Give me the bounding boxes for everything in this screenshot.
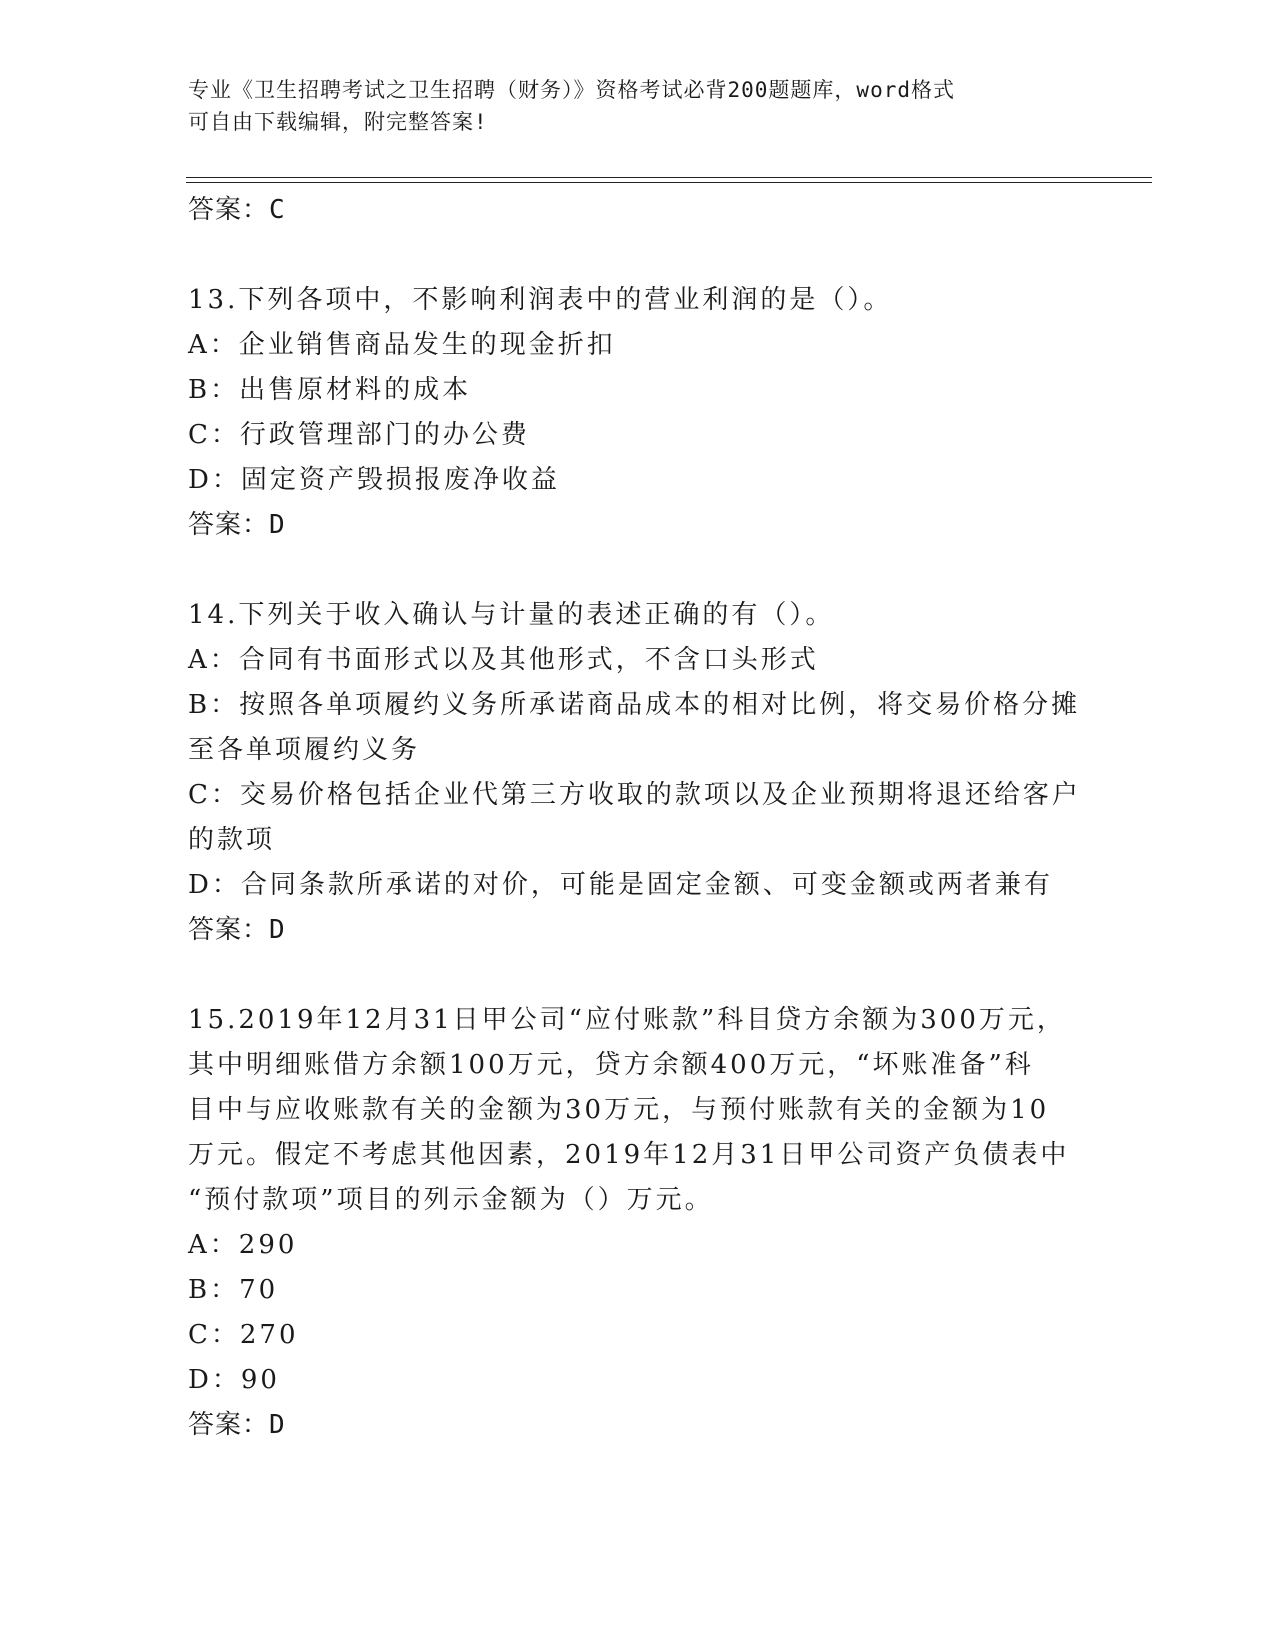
- spacer: [188, 953, 1088, 998]
- answer: 答案：D: [188, 1410, 286, 1440]
- option-b: B：70: [188, 1275, 279, 1305]
- option-a: A：企业销售商品发生的现金折扣: [188, 330, 616, 360]
- header-title-line-2: 可自由下载编辑，附完整答案!: [188, 110, 488, 134]
- header-title-line-1: 专业《卫生招聘考试之卫生招聘（财务）》资格考试必背200题题库，word格式: [188, 78, 955, 102]
- question-stem: 15.2019年12月31日甲公司“应付账款”科目贷方余额为300万元，: [188, 1005, 1066, 1035]
- answer: 答案：D: [188, 915, 286, 945]
- question-stem-continued: 万元。假定不考虑其他因素，2019年12月31日甲公司资产负债表中: [188, 1140, 1070, 1170]
- header-divider-bottom: [186, 182, 1152, 183]
- question-stem: 14.下列关于收入确认与计量的表述正确的有（）。: [188, 600, 835, 630]
- question-stem: 13.下列各项中，不影响利润表中的营业利润的是（）。: [188, 285, 893, 315]
- option-c: C：交易价格包括企业代第三方收取的款项以及企业预期将退还给客户: [188, 780, 1081, 810]
- option-d: D：固定资产毁损报废净收益: [188, 465, 560, 495]
- option-b-continued: 至各单项履约义务: [188, 735, 421, 765]
- question-15: [188, 998, 1088, 1448]
- answer: 答案：D: [188, 510, 286, 540]
- header-divider-top: [186, 177, 1152, 178]
- document-header: [188, 74, 1068, 138]
- option-a: A：合同有书面形式以及其他形式，不含口头形式: [188, 645, 819, 675]
- option-d: D：合同条款所承诺的对价，可能是固定金额、可变金额或两者兼有: [188, 870, 1053, 900]
- question-stem-continued: 其中明细账借方余额100万元，贷方余额400万元，“坏账准备”科: [188, 1050, 1034, 1080]
- option-d: D：90: [188, 1365, 280, 1395]
- option-c: C：270: [188, 1320, 299, 1350]
- question-stem-continued: 目中与应收账款有关的金额为30万元，与预付账款有关的金额为10: [188, 1095, 1050, 1125]
- option-a: A：290: [188, 1230, 298, 1260]
- previous-answer: 答案：C: [188, 195, 286, 225]
- question-list: [188, 188, 1088, 1448]
- option-b: B：按照各单项履约义务所承诺商品成本的相对比例，将交易价格分摊: [188, 690, 1081, 720]
- option-b: B：出售原材料的成本: [188, 375, 472, 405]
- question-14: [188, 593, 1088, 953]
- spacer: [188, 548, 1088, 593]
- option-c: C：行政管理部门的办公费: [188, 420, 530, 450]
- question-13: [188, 278, 1088, 548]
- question-stem-continued: “预付款项”项目的列示金额为（）万元。: [188, 1185, 714, 1215]
- spacer: [188, 233, 1088, 278]
- option-c-continued: 的款项: [188, 825, 276, 855]
